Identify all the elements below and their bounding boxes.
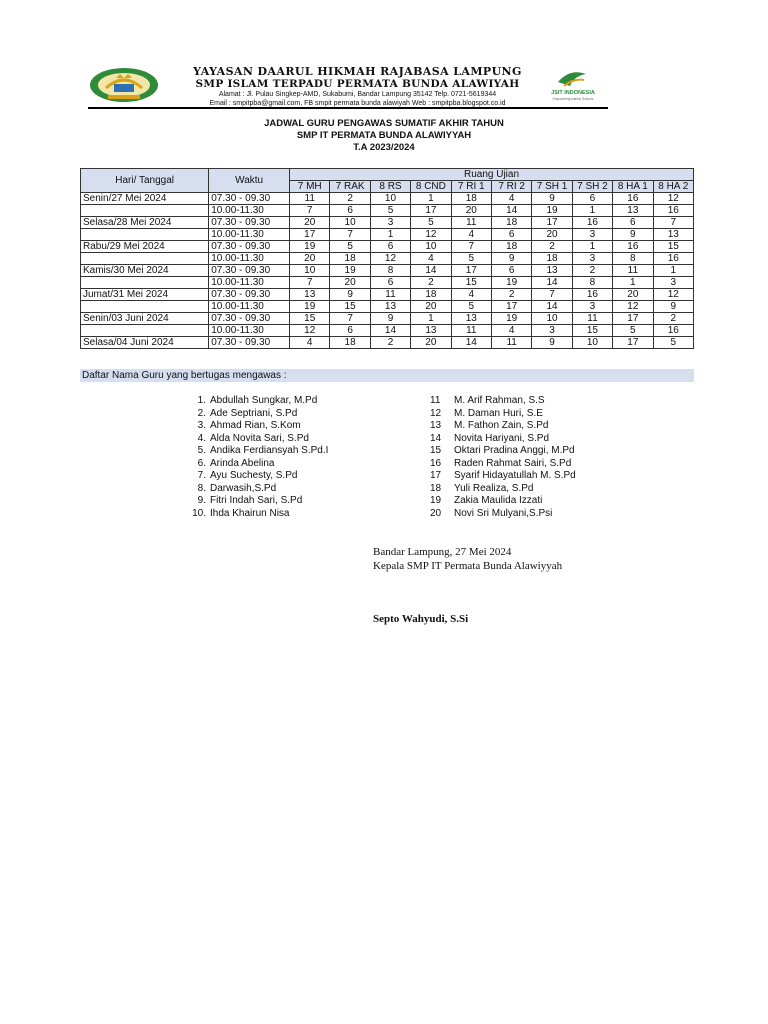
cell-teacher-number: 2	[653, 313, 693, 325]
cell-teacher-number: 7	[330, 313, 370, 325]
cell-teacher-number: 10	[370, 193, 410, 205]
cell-day: Jumat/31 Mei 2024	[81, 289, 209, 301]
list-item-number: 6.	[197, 457, 206, 469]
cell-teacher-number: 16	[572, 289, 612, 301]
table-row	[81, 337, 694, 349]
jsit-logo-subtext: Empowering Islamic Schools	[552, 97, 594, 101]
cell-teacher-number: 20	[532, 229, 572, 241]
cell-teacher-number: 15	[290, 313, 330, 325]
list-item-name: Oktari Pradina Anggi, M.Pd	[454, 445, 575, 456]
letterhead	[88, 64, 608, 106]
list-item-name: M. Daman Huri, S.E	[454, 407, 543, 419]
table-row	[81, 313, 694, 325]
list-item-number: 11	[430, 395, 441, 406]
cell-teacher-number: 5	[370, 205, 410, 217]
list-item	[430, 508, 576, 521]
cell-teacher-number: 14	[451, 337, 491, 349]
cell-day	[81, 229, 209, 241]
cell-teacher-number: 16	[653, 253, 693, 265]
list-item-number: 15	[430, 445, 442, 456]
cell-teacher-number: 18	[411, 289, 451, 301]
list-item	[430, 433, 576, 446]
cell-teacher-number: 13	[451, 313, 491, 325]
cell-teacher-number: 8	[370, 265, 410, 277]
cell-teacher-number: 19	[491, 313, 531, 325]
list-item-number: 18	[430, 482, 442, 494]
cell-teacher-number: 20	[290, 253, 330, 265]
cell-teacher-number: 6	[330, 205, 370, 217]
cell-teacher-number: 14	[532, 277, 572, 289]
col-header-day: Hari/ Tanggal	[81, 169, 209, 193]
cell-time: 07.30 - 09.30	[209, 313, 290, 325]
cell-teacher-number: 11	[290, 193, 330, 205]
cell-teacher-number: 7	[451, 241, 491, 253]
jsit-logo-text: JSIT INDONESIA	[551, 90, 595, 96]
list-item	[180, 495, 330, 508]
cell-teacher-number: 19	[532, 205, 572, 217]
list-item-number: 2.	[197, 407, 206, 419]
col-header-room: 8 CND	[411, 181, 451, 193]
list-item-name: M. Fathon Zain, S.Pd	[454, 420, 549, 431]
cell-teacher-number: 15	[572, 325, 612, 337]
cell-teacher-number: 15	[330, 301, 370, 313]
cell-teacher-number: 3	[532, 325, 572, 337]
cell-teacher-number: 2	[411, 277, 451, 289]
cell-teacher-number: 5	[411, 217, 451, 229]
table-row	[81, 241, 694, 253]
list-item	[180, 483, 330, 496]
letterhead-org: YAYASAN DAARUL HIKMAH RAJABASA LAMPUNG	[193, 65, 522, 78]
signature-name: Septo Wahyudi, S.Si	[373, 613, 469, 625]
cell-teacher-number: 15	[653, 241, 693, 253]
cell-teacher-number: 14	[491, 205, 531, 217]
list-item	[430, 395, 576, 408]
list-item-name: Alda Novita Sari, S.Pd	[210, 432, 309, 444]
letterhead-school: SMP ISLAM TERPADU PERMATA BUNDA ALAWIYAH	[195, 78, 520, 90]
cell-teacher-number: 13	[532, 265, 572, 277]
cell-teacher-number: 17	[532, 217, 572, 229]
list-item	[180, 445, 330, 458]
cell-teacher-number: 5	[613, 325, 653, 337]
cell-teacher-number: 18	[451, 193, 491, 205]
cell-time: 10.00-11.30	[209, 205, 290, 217]
cell-teacher-number: 3	[572, 229, 612, 241]
table-row	[81, 301, 694, 313]
table-row	[81, 277, 694, 289]
cell-teacher-number: 14	[370, 325, 410, 337]
cell-teacher-number: 10	[330, 217, 370, 229]
cell-teacher-number: 1	[572, 205, 612, 217]
cell-teacher-number: 12	[613, 301, 653, 313]
cell-day	[81, 325, 209, 337]
doc-subtitle: SMP IT PERMATA BUNDA ALAWIYYAH	[296, 130, 472, 141]
cell-teacher-number: 5	[330, 241, 370, 253]
cell-time: 10.00-11.30	[209, 229, 290, 241]
cell-teacher-number: 1	[411, 313, 451, 325]
cell-time: 10.00-11.30	[209, 253, 290, 265]
cell-teacher-number: 16	[572, 217, 612, 229]
cell-time: 07.30 - 09.30	[209, 217, 290, 229]
list-item-name: Yuli Realiza, S.Pd	[454, 482, 534, 494]
cell-teacher-number: 16	[653, 325, 693, 337]
cell-time: 10.00-11.30	[209, 325, 290, 337]
cell-teacher-number: 20	[613, 289, 653, 301]
cell-teacher-number: 3	[653, 277, 693, 289]
table-row	[81, 325, 694, 337]
signature-place-date: Bandar Lampung, 27 Mei 2024	[373, 546, 512, 558]
cell-teacher-number: 7	[290, 205, 330, 217]
cell-teacher-number: 8	[572, 277, 612, 289]
col-header-room: 7 SH 1	[532, 181, 572, 193]
cell-teacher-number: 6	[491, 265, 531, 277]
col-header-rooms: Ruang Ujian	[290, 169, 694, 181]
cell-teacher-number: 10	[290, 265, 330, 277]
schedule-table	[80, 168, 694, 349]
cell-teacher-number: 2	[330, 193, 370, 205]
cell-teacher-number: 20	[290, 217, 330, 229]
cell-teacher-number: 6	[370, 241, 410, 253]
list-item-number: 5.	[197, 445, 206, 456]
cell-teacher-number: 16	[613, 193, 653, 205]
cell-teacher-number: 2	[370, 337, 410, 349]
cell-teacher-number: 3	[572, 253, 612, 265]
cell-teacher-number: 1	[572, 241, 612, 253]
list-item	[430, 408, 576, 421]
cell-time: 07.30 - 09.30	[209, 289, 290, 301]
list-item	[430, 458, 576, 471]
cell-teacher-number: 6	[370, 277, 410, 289]
cell-teacher-number: 19	[290, 241, 330, 253]
cell-teacher-number: 18	[532, 253, 572, 265]
list-item-name: Novita Hariyani, S.Pd	[454, 432, 550, 444]
cell-teacher-number: 14	[532, 301, 572, 313]
cell-day: Rabu/29 Mei 2024	[81, 241, 209, 253]
cell-teacher-number: 13	[613, 205, 653, 217]
cell-day: Selasa/28 Mei 2024	[81, 217, 209, 229]
cell-teacher-number: 20	[411, 301, 451, 313]
cell-day: Selasa/04 Juni 2024	[81, 337, 209, 349]
cell-teacher-number: 16	[613, 241, 653, 253]
cell-teacher-number: 19	[491, 277, 531, 289]
cell-teacher-number: 4	[491, 325, 531, 337]
cell-teacher-number: 18	[330, 337, 370, 349]
cell-teacher-number: 1	[370, 229, 410, 241]
cell-teacher-number: 4	[411, 253, 451, 265]
list-item-number: 13	[430, 420, 442, 431]
list-item-number: 7.	[197, 470, 206, 481]
list-item-name: Ihda Khairun Nisa	[210, 507, 290, 519]
cell-teacher-number: 12	[370, 253, 410, 265]
cell-teacher-number: 9	[653, 301, 693, 313]
list-item-name: Fitri Indah Sari, S.Pd	[210, 495, 303, 506]
cell-teacher-number: 12	[653, 193, 693, 205]
table-row	[81, 265, 694, 277]
cell-teacher-number: 20	[411, 337, 451, 349]
list-item-name: Darwasih,S.Pd	[210, 482, 277, 494]
letterhead-address: Alamat : Jl. Pulau Singkep-AMD, Sukabumi, Bandar Lampung 35142 Telp. 0721-5619344	[218, 91, 497, 98]
list-item	[430, 420, 576, 433]
cell-teacher-number: 16	[653, 205, 693, 217]
list-item	[180, 408, 330, 421]
cell-time: 07.30 - 09.30	[209, 241, 290, 253]
list-item	[430, 495, 576, 508]
cell-day: Kamis/30 Mei 2024	[81, 265, 209, 277]
cell-teacher-number: 2	[532, 241, 572, 253]
cell-teacher-number: 4	[290, 337, 330, 349]
cell-teacher-number: 6	[572, 193, 612, 205]
cell-teacher-number: 5	[653, 337, 693, 349]
cell-teacher-number: 9	[613, 229, 653, 241]
school-logo-icon	[88, 66, 160, 104]
list-item-name: M. Arif Rahman, S.S	[454, 395, 545, 406]
list-item-number: 16	[430, 457, 442, 469]
cell-teacher-number: 11	[613, 265, 653, 277]
cell-time: 07.30 - 09.30	[209, 337, 290, 349]
cell-teacher-number: 17	[451, 265, 491, 277]
list-item-number: 8.	[197, 482, 206, 494]
signature-position: Kepala SMP IT Permata Bunda Alawiyyah	[373, 560, 563, 572]
cell-time: 10.00-11.30	[209, 277, 290, 289]
cell-teacher-number: 10	[572, 337, 612, 349]
list-item-name: Ade Septriani, S.Pd	[210, 407, 298, 419]
cell-teacher-number: 19	[290, 301, 330, 313]
list-item-name: Syarif Hidayatullah M. S.Pd	[454, 470, 576, 481]
cell-teacher-number: 5	[451, 253, 491, 265]
cell-teacher-number: 9	[370, 313, 410, 325]
cell-teacher-number: 1	[613, 277, 653, 289]
cell-teacher-number: 19	[330, 265, 370, 277]
col-header-room: 7 RI 1	[451, 181, 491, 193]
cell-teacher-number: 14	[411, 265, 451, 277]
teacher-list-right	[430, 395, 576, 520]
cell-teacher-number: 8	[613, 253, 653, 265]
list-item	[180, 508, 330, 521]
cell-day: Senin/03 Juni 2024	[81, 313, 209, 325]
list-item	[180, 458, 330, 471]
cell-time: 07.30 - 09.30	[209, 265, 290, 277]
list-item	[430, 470, 576, 483]
cell-teacher-number: 13	[370, 301, 410, 313]
cell-teacher-number: 9	[330, 289, 370, 301]
list-item	[180, 470, 330, 483]
cell-teacher-number: 4	[491, 193, 531, 205]
cell-teacher-number: 11	[451, 217, 491, 229]
col-header-room: 8 RS	[370, 181, 410, 193]
cell-time: 10.00-11.30	[209, 301, 290, 313]
cell-teacher-number: 2	[491, 289, 531, 301]
list-item	[180, 395, 330, 408]
list-item	[180, 420, 330, 433]
cell-teacher-number: 9	[532, 193, 572, 205]
cell-teacher-number: 4	[451, 229, 491, 241]
list-item	[180, 433, 330, 446]
cell-teacher-number: 3	[572, 301, 612, 313]
cell-day	[81, 301, 209, 313]
list-item-number: 3.	[197, 420, 206, 431]
list-item-name: Raden Rahmat Sairi, S.Pd	[454, 457, 572, 469]
list-item-number: 20	[430, 507, 442, 519]
cell-teacher-number: 13	[653, 229, 693, 241]
list-item-name: Novi Sri Mulyani,S.Psi	[454, 507, 553, 519]
cell-teacher-number: 7	[532, 289, 572, 301]
list-item-number: 19	[430, 495, 442, 506]
list-item-number: 4.	[197, 432, 206, 444]
list-item-name: Abdullah Sungkar, M.Pd	[210, 395, 318, 406]
cell-teacher-number: 11	[491, 337, 531, 349]
cell-teacher-number: 12	[653, 289, 693, 301]
col-header-room: 8 HA 2	[653, 181, 693, 193]
cell-teacher-number: 4	[451, 289, 491, 301]
cell-teacher-number: 2	[572, 265, 612, 277]
table-row	[81, 229, 694, 241]
col-header-time: Waktu	[209, 169, 290, 193]
cell-teacher-number: 17	[290, 229, 330, 241]
cell-teacher-number: 17	[613, 313, 653, 325]
list-item-name: Zakia Maulida Izzati	[454, 495, 543, 506]
cell-teacher-number: 10	[532, 313, 572, 325]
cell-teacher-number: 7	[330, 229, 370, 241]
cell-teacher-number: 18	[491, 241, 531, 253]
list-item-number: 14	[430, 432, 442, 444]
cell-day: Senin/27 Mei 2024	[81, 193, 209, 205]
list-item-number: 17	[430, 470, 442, 481]
cell-teacher-number: 7	[653, 217, 693, 229]
letterhead-rule	[88, 107, 608, 109]
table-row	[81, 217, 694, 229]
doc-year: T.A 2023/2024	[353, 142, 415, 153]
doc-title: JADWAL GURU PENGAWAS SUMATIF AKHIR TAHUN	[264, 118, 504, 129]
col-header-room: 7 RI 2	[491, 181, 531, 193]
cell-teacher-number: 10	[411, 241, 451, 253]
letterhead-contact: Email : smpitpba@gmail.com, FB smpit permata bunda alawiyah Web : smpitpba.blogspot.co.id	[209, 100, 506, 107]
cell-day	[81, 253, 209, 265]
list-item-name: Andika Ferdiansyah S.Pd.I	[210, 445, 329, 456]
list-item	[430, 483, 576, 496]
col-header-room: 8 HA 1	[613, 181, 653, 193]
cell-teacher-number: 6	[330, 325, 370, 337]
teacher-list-left	[180, 395, 330, 520]
cell-teacher-number: 18	[491, 217, 531, 229]
cell-teacher-number: 6	[491, 229, 531, 241]
cell-teacher-number: 6	[613, 217, 653, 229]
cell-teacher-number: 15	[451, 277, 491, 289]
table-row	[81, 193, 694, 205]
cell-teacher-number: 1	[411, 193, 451, 205]
cell-time: 07.30 - 09.30	[209, 193, 290, 205]
list-item	[430, 445, 576, 458]
col-header-room: 7 SH 2	[572, 181, 612, 193]
cell-teacher-number: 13	[411, 325, 451, 337]
cell-teacher-number: 17	[613, 337, 653, 349]
jsit-logo-icon	[540, 66, 606, 104]
cell-teacher-number: 20	[451, 205, 491, 217]
cell-teacher-number: 11	[370, 289, 410, 301]
cell-teacher-number: 7	[290, 277, 330, 289]
cell-teacher-number: 17	[411, 205, 451, 217]
cell-day	[81, 277, 209, 289]
cell-teacher-number: 9	[491, 253, 531, 265]
cell-teacher-number: 17	[491, 301, 531, 313]
list-item-number: 9.	[197, 495, 206, 506]
cell-teacher-number: 13	[290, 289, 330, 301]
col-header-room: 7 RAK	[330, 181, 370, 193]
cell-teacher-number: 5	[451, 301, 491, 313]
list-item-name: Arinda Abelina	[210, 457, 275, 469]
cell-teacher-number: 18	[330, 253, 370, 265]
teacher-list-heading	[80, 369, 694, 382]
cell-day	[81, 205, 209, 217]
cell-teacher-number: 11	[572, 313, 612, 325]
list-item-number: 10.	[192, 507, 206, 519]
cell-teacher-number: 12	[411, 229, 451, 241]
cell-teacher-number: 11	[451, 325, 491, 337]
cell-teacher-number: 12	[290, 325, 330, 337]
table-row	[81, 205, 694, 217]
col-header-room: 7 MH	[290, 181, 330, 193]
table-row	[81, 289, 694, 301]
table-row	[81, 253, 694, 265]
cell-teacher-number: 9	[532, 337, 572, 349]
list-item-number: 12	[430, 407, 442, 419]
cell-teacher-number: 3	[370, 217, 410, 229]
list-item-number: 1.	[197, 395, 206, 406]
teacher-list-heading-text: Daftar Nama Guru yang bertugas mengawas :	[82, 370, 287, 381]
list-item-name: Ahmad Rian, S.Kom	[210, 420, 301, 431]
list-item-name: Ayu Suchesty, S.Pd	[210, 470, 298, 481]
cell-teacher-number: 1	[653, 265, 693, 277]
cell-teacher-number: 20	[330, 277, 370, 289]
